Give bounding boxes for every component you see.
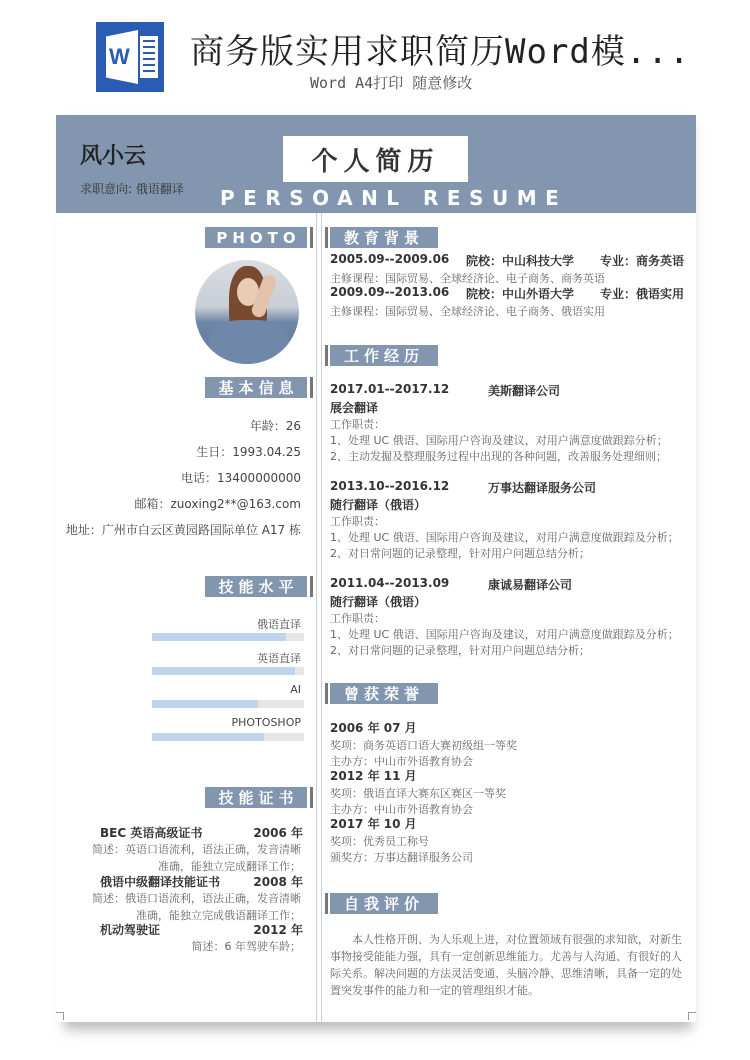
honor-date: 2012 年 11 月 [330,769,417,783]
info-phone: 电话：13400000000 [181,471,301,485]
section-label-education: 教育背景 [330,227,438,248]
corner-mark [688,1012,696,1020]
work-duty: 1、处理 UC 俄语、国际用户咨询及建议，对用户满意度做跟踪分析； [330,434,668,447]
candidate-name: 风小云 [80,144,147,169]
photo-shirt [209,320,289,364]
work-duty-label: 工作职责： [330,515,385,528]
skill-bar [152,733,304,741]
cert-desc-line: 简述：英语口语流利，语法正确，发音清晰 [92,843,301,856]
skill-name: 英语直译 [257,652,301,665]
cert-year: 2008 年 [253,875,303,889]
template-subtitle: Word A4打印 随意修改 [310,74,473,92]
edu-major: 专业：商务英语 [600,254,685,268]
edu-school: 院校：中山科技大学 [466,254,575,268]
edu-courses: 主修课程：国际贸易、全球经济论、电子商务、俄语实用 [330,305,605,318]
skill-bar [152,700,304,708]
info-email: 邮箱：zuoxing2**@163.com [134,497,301,511]
column-divider [316,213,322,1022]
cert-desc-line: 简述：俄语口语流利，语法正确，发音清晰 [92,892,301,905]
info-address: 地址：广州市白云区黄园路国际单位 A17 栋 [65,523,301,537]
honor-award: 奖项：俄语直译大赛东区赛区一等奖 [330,787,506,800]
work-period: 2011.04--2013.09 [330,576,450,590]
edu-period: 2005.09--2009.06 [330,252,450,266]
cert-desc-line: 准确，能独立完成翻译工作； [158,860,301,873]
work-duty-label: 工作职责： [330,418,385,431]
resume-title-cn: 个人简历 [283,136,468,182]
resume-title-en: PERSOANL RESUME [220,186,568,210]
work-duty: 2、主动发掘及整理服务过程中出现的各种问题，改善服务处理细则； [330,450,667,463]
corner-mark [56,1012,64,1020]
skill-name: PHOTOSHOP [231,716,301,729]
job-intent: 求职意向: 俄语翻译 [80,182,184,196]
profile-photo [195,260,299,364]
honor-org: 主办方：中山市外语教育协会 [330,803,473,816]
skill-name: 俄语直译 [257,618,301,631]
skill-name: AI [290,683,301,696]
edu-major: 专业：俄语实用 [600,287,685,301]
work-period: 2017.01--2017.12 [330,382,450,396]
cert-desc [91,890,301,924]
info-age: 年龄：26 [249,419,301,433]
edu-school: 院校：中山外语大学 [466,287,575,301]
skill-bar-fill [152,667,295,675]
work-company: 美斯翻译公司 [488,384,561,398]
work-duty: 2、对日常问题的记录整理，针对用户问题总结分析； [330,644,590,657]
cert-desc [91,938,301,955]
section-label-basic-info: 基本信息 [205,377,307,398]
self-evaluation-text: 本人性格开朗、为人乐观上进，对位置领域有很强的求知欲，对新生事物接受能能力强，具有一定创新思维能力。尤善与人沟通、有很好的人际关系。解决问题的方法灵活变通、头脑冷静、思维清晰，具备一定的处置突发事件的能力和一定的管理组织才能。 [330,933,682,997]
honor-org: 主办方：中山市外语教育协会 [330,755,473,768]
section-label-self-evaluation: 自我评价 [330,893,438,914]
skill-bar-fill [152,633,286,641]
header-band [56,115,696,213]
cert-name: 机动驾驶证 [100,923,161,937]
word-icon-letter: W [109,44,130,69]
cert-title [100,921,303,938]
honor-award: 奖项：商务英语口语大赛初级组一等奖 [330,739,517,752]
section-label-photo: PHOTO [205,227,307,248]
cert-title [100,873,303,890]
work-company: 万事达翻译服务公司 [488,481,597,495]
section-label-certificates: 技能证书 [205,787,307,808]
cert-desc-line: 准确，能独立完成俄语翻译工作； [136,909,301,922]
work-duty: 1、处理 UC 俄语、国际用户咨询及建议，对用户满意度做跟踪及分析； [330,628,679,641]
section-label-work: 工作经历 [330,345,438,366]
cert-year: 2006 年 [253,826,303,840]
work-duty: 1、处理 UC 俄语、国际用户咨询及建议，对用户满意度做跟踪及分析； [330,531,679,544]
section-label-skills: 技能水平 [205,576,307,597]
work-company: 康诚易翻译公司 [488,578,573,592]
template-banner [0,0,750,110]
template-title: 商务版实用求职简历Word模... [190,32,691,72]
work-period: 2013.10--2016.12 [330,479,450,493]
skill-bar [152,633,304,641]
word-icon-lines [140,36,158,78]
skill-bar-fill [152,733,264,741]
work-duty-label: 工作职责： [330,612,385,625]
honor-date: 2017 年 10 月 [330,817,417,831]
cert-desc-line: 简述：6 年驾驶车龄； [191,940,301,953]
word-icon [96,22,164,92]
cert-desc [91,841,301,875]
honor-award: 奖项：优秀员工称号 [330,835,429,848]
section-label-honors: 曾获荣誉 [330,683,438,704]
work-role: 随行翻译（俄语） [330,595,427,609]
work-role: 展会翻译 [330,401,379,415]
cert-name: 俄语中级翻译技能证书 [100,875,221,889]
cert-year: 2012 年 [253,923,303,937]
cert-title [100,824,303,841]
info-birthday: 生日：1993.04.25 [196,445,301,459]
skill-bar-fill [152,700,258,708]
work-duty: 2、对日常问题的记录整理，针对用户问题总结分析； [330,547,590,560]
honor-date: 2006 年 07 月 [330,721,417,735]
edu-period: 2009.09--2013.06 [330,285,450,299]
honor-org: 颁奖方：万事达翻译服务公司 [330,851,473,864]
work-role: 随行翻译（俄语） [330,498,427,512]
resume-page [56,115,696,1022]
edu-courses: 主修课程：国际贸易、全球经济论、电子商务、商务英语 [330,272,605,285]
skill-bar [152,667,304,675]
cert-name: BEC 英语高级证书 [100,826,203,840]
